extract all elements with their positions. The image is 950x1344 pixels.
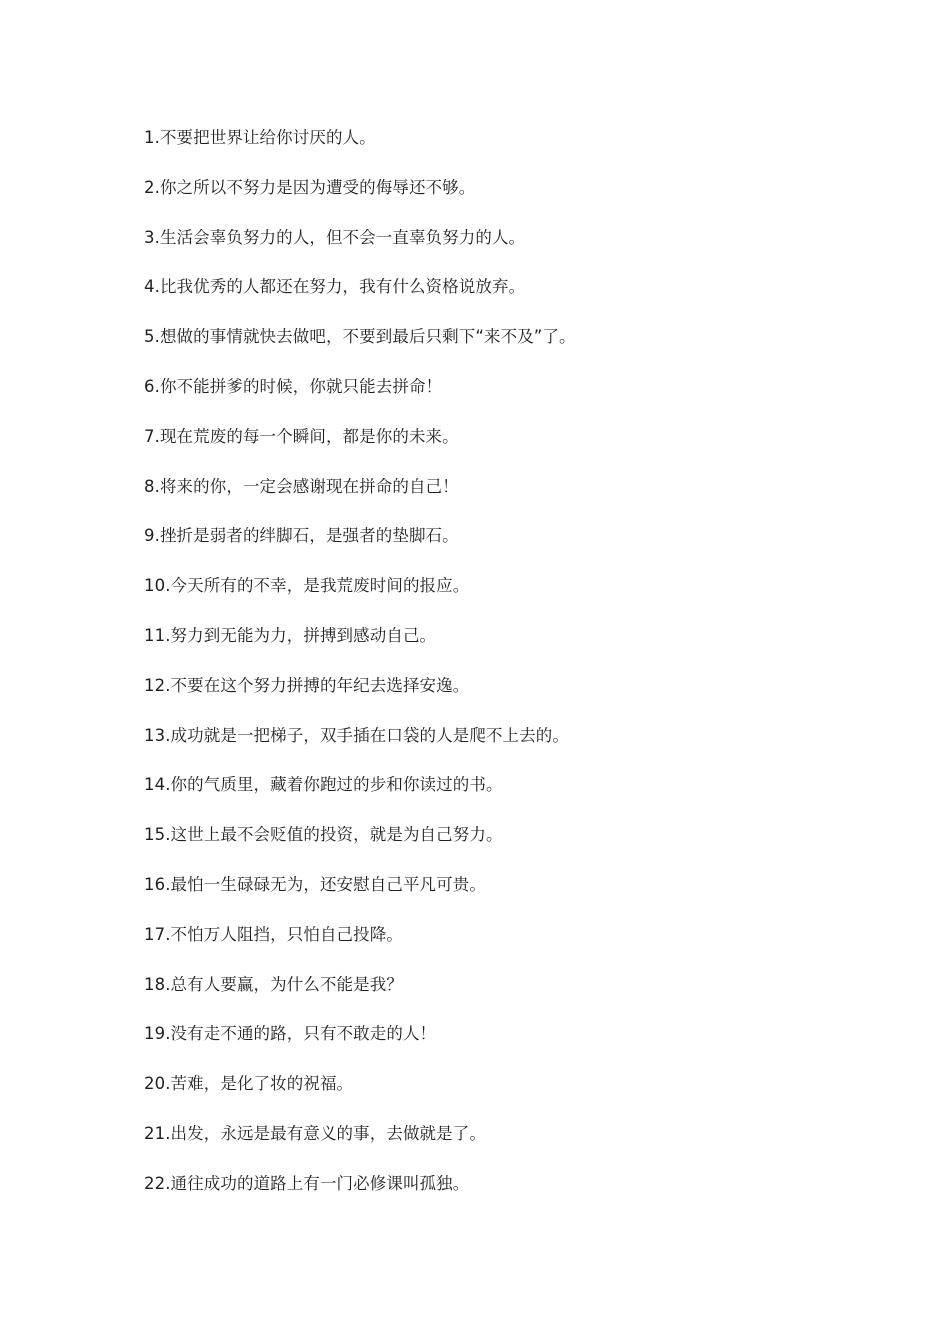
quote-line: 2.你之所以不努力是因为遭受的侮辱还不够。 — [144, 177, 476, 197]
quote-line: 9.挫折是弱者的绊脚石，是强者的垫脚石。 — [144, 526, 459, 546]
quote-line: 1.不要把世界让给你讨厌的人。 — [144, 128, 376, 147]
quote-line: 12.不要在这个努力拼搏的年纪去选择安逸。 — [144, 675, 470, 695]
quote-line: 21.出发，永远是最有意义的事，去做就是了。 — [144, 1123, 486, 1143]
quote-list — [144, 125, 904, 1221]
quote-line: 16.最怕一生碌碌无为，还安慰自己平凡可贵。 — [144, 874, 486, 894]
quote-line: 19.没有走不通的路，只有不敢走的人！ — [144, 1024, 437, 1044]
quote-line: 10.今天所有的不幸，是我荒废时间的报应。 — [144, 576, 470, 596]
quote-line: 7.现在荒废的每一个瞬间，都是你的未来。 — [144, 426, 459, 446]
quote-line: 17.不怕万人阻挡，只怕自己投降。 — [144, 924, 403, 944]
document-page — [144, 125, 904, 1221]
quote-line: 8.将来的你，一定会感谢现在拼命的自己！ — [144, 476, 459, 496]
quote-line: 11.努力到无能为力，拼搏到感动自己。 — [144, 625, 437, 645]
quote-line: 4.比我优秀的人都还在努力，我有什么资格说放弃。 — [144, 277, 526, 297]
quote-line: 6.你不能拼爹的时候，你就只能去拼命！ — [144, 376, 443, 396]
quote-line: 14.你的气质里，藏着你跑过的步和你读过的书。 — [144, 775, 503, 795]
quote-line: 18.总有人要赢，为什么不能是我？ — [144, 974, 403, 994]
quote-line: 13.成功就是一把梯子，双手插在口袋的人是爬不上去的。 — [144, 725, 569, 745]
quote-line: 15.这世上最不会贬值的投资，就是为自己努力。 — [144, 825, 503, 845]
quote-line: 20.苦难，是化了妆的祝福。 — [144, 1074, 354, 1094]
quote-line: 22.通往成功的道路上有一门必修课叫孤独。 — [144, 1173, 470, 1193]
quote-line: 3.生活会辜负努力的人，但不会一直辜负努力的人。 — [144, 227, 526, 247]
quote-line: 5.想做的事情就快去做吧，不要到最后只剩下“来不及”了。 — [144, 327, 576, 347]
